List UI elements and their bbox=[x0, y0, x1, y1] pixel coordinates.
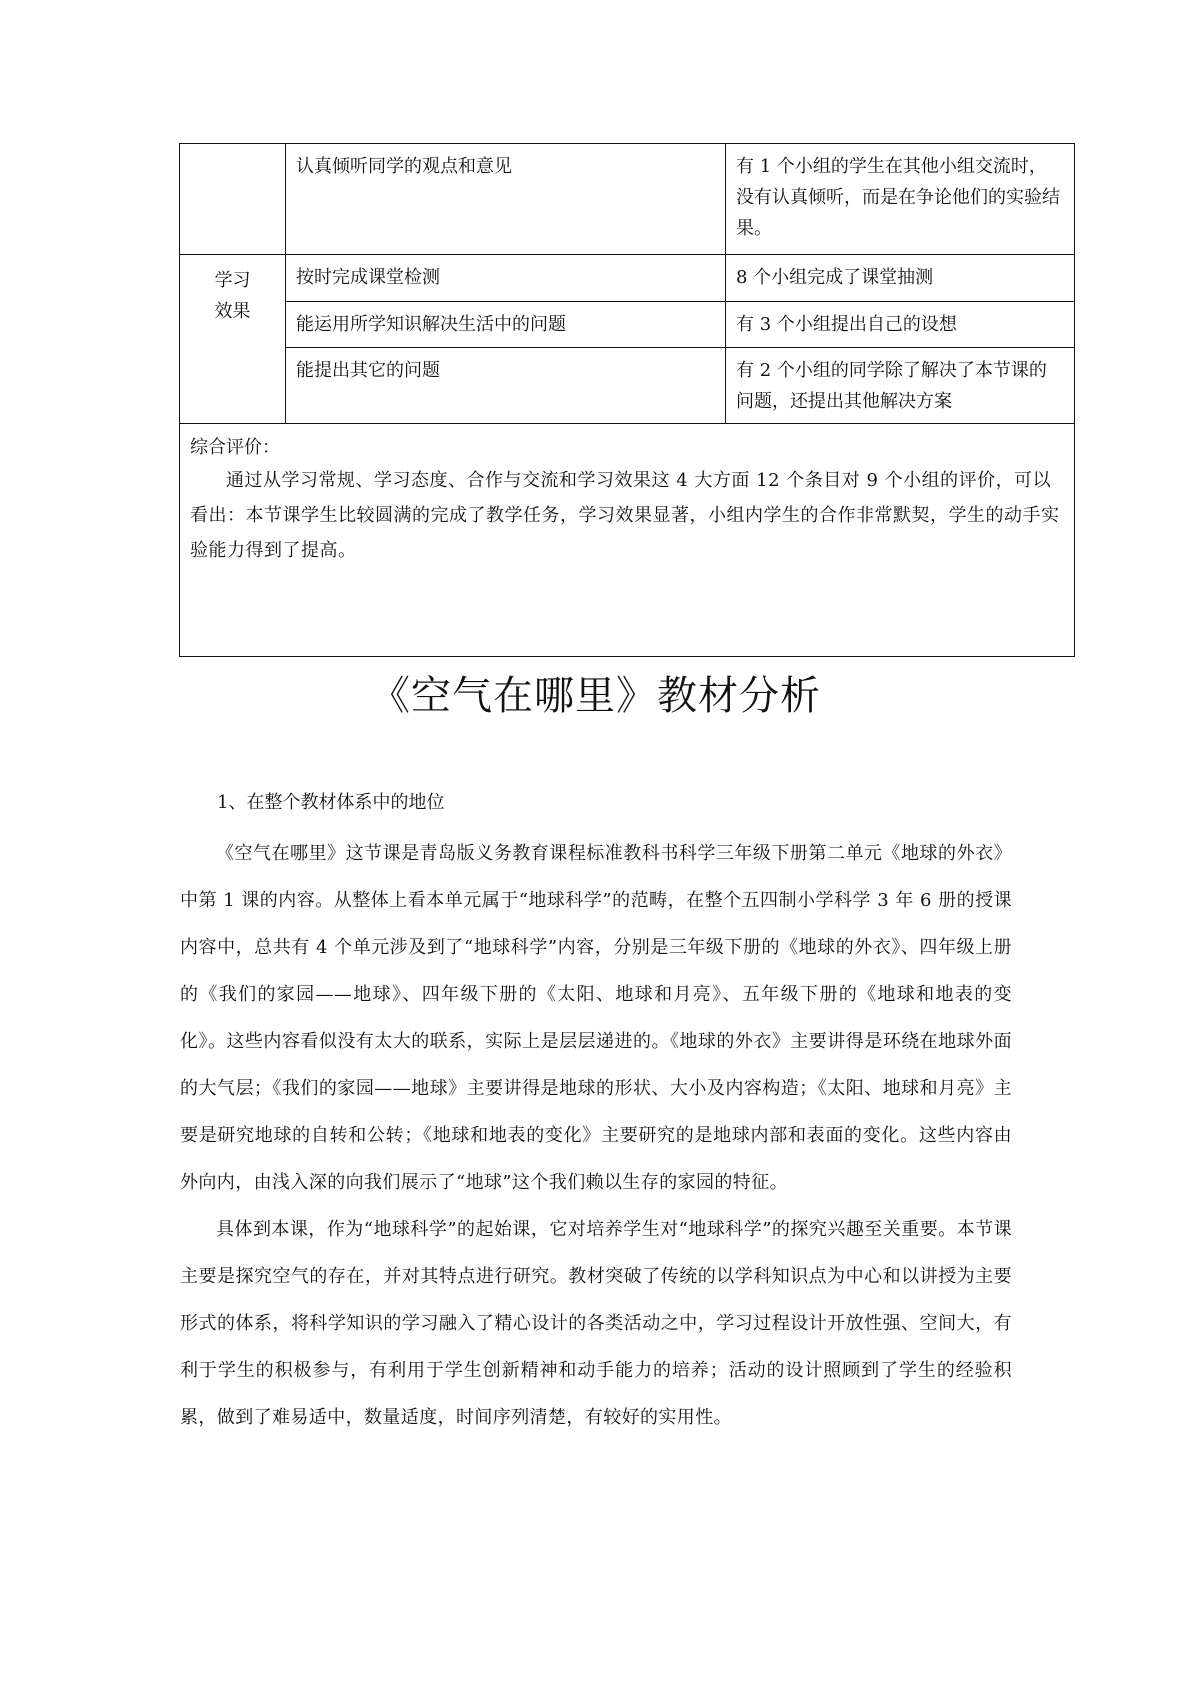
category-cell bbox=[180, 144, 286, 255]
analysis-section bbox=[180, 785, 1012, 1441]
summary-text: 通过从学习常规、学习态度、合作与交流和学习效果这 4 大方面 12 个条目对 9 个小组的评价，可以看出：本节课学生比较圆满的完成了教学任务，学习效果显著，小组内学生的合作非常默契，学生的动手实验能力得到了提高。 bbox=[190, 470, 1060, 561]
table-row bbox=[180, 255, 1075, 302]
summary-cell bbox=[180, 424, 1075, 657]
evaluation-table bbox=[179, 143, 1075, 657]
paragraph: 具体到本课，作为“地球科学”的起始课，它对培养学生对“地球科学”的探究兴趣至关重要。本节课主要是探究空气的存在，并对其特点进行研究。教材突破了传统的以学科知识点为中心和以讲授为主要形式的体系，将科学知识的学习融入了精心设计的各类活动之中，学习过程设计开放性强、空间大，有利于学生的积极参与，有利用于学生创新精神和动手能力的培养；活动的设计照顾到了学生的经验积累，做到了难易适中，数量适度，时间序列清楚，有较好的实用性。 bbox=[180, 1219, 1012, 1428]
criterion-cell: 按时完成课堂检测 bbox=[286, 255, 726, 302]
section-heading: 1、在整个教材体系中的地位 bbox=[217, 792, 445, 813]
table-row bbox=[180, 144, 1075, 255]
criterion-cell: 认真倾听同学的观点和意见 bbox=[286, 144, 726, 255]
table-row bbox=[180, 348, 1075, 424]
result-cell: 8 个小组完成了课堂抽测 bbox=[726, 255, 1075, 302]
result-cell: 有 2 个小组的同学除了解决了本节课的问题，还提出其他解决方案 bbox=[726, 348, 1075, 424]
paragraph: 《空气在哪里》这节课是青岛版义务教育课程标准教科书科学三年级下册第二单元《地球的外衣》中第 1 课的内容。从整体上看本单元属于“地球科学”的范畴，在整个五四制小学科学 3 年 6 册的授课内容中，总共有 4 个单元涉及到了“地球科学”内容，分别是三年级下册的《地球的外衣》、四年级上册的《我们的家园——地球》、四年级下册的《太阳、地球和月亮》、五年级下册的《地球和地表的变化》。这些内容看似没有太大的联系，实际上是层层递进的。《地球的外衣》主要讲得是环绕在地球外面的大气层；《我们的家园——地球》主要讲得是地球的形状、大小及内容构造；《太阳、地球和月亮》主要是研究地球的自转和公转；《地球和地表的变化》主要研究的是地球内部和表面的变化。这些内容由外向内，由浅入深的向我们展示了“地球”这个我们赖以生存的家园的特征。 bbox=[180, 843, 1012, 1193]
result-cell: 有 1 个小组的学生在其他小组交流时，没有认真倾听，而是在争论他们的实验结果。 bbox=[726, 144, 1075, 255]
category-cell: 学习 效果 bbox=[180, 255, 286, 424]
criterion-cell: 能运用所学知识解决生活中的问题 bbox=[286, 302, 726, 348]
summary-row bbox=[180, 424, 1075, 657]
criterion-cell: 能提出其它的问题 bbox=[286, 348, 726, 424]
result-cell: 有 3 个小组提出自己的设想 bbox=[726, 302, 1075, 348]
summary-label: 综合评价： bbox=[190, 437, 280, 458]
table-row bbox=[180, 302, 1075, 348]
page-title: 《空气在哪里》教材分析 bbox=[370, 673, 821, 719]
